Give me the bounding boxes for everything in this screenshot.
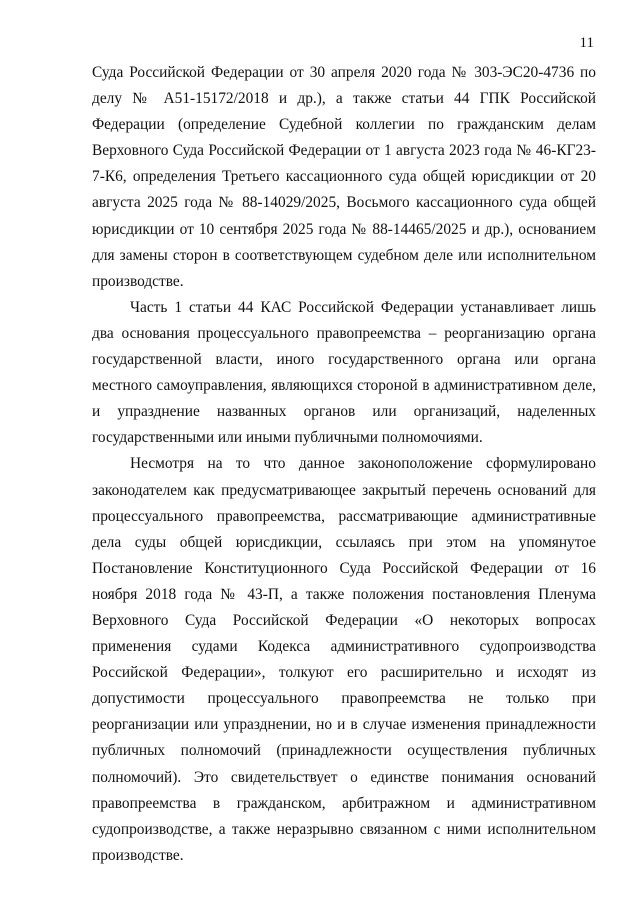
document-body [92, 60, 596, 869]
page-number: 11 [579, 35, 594, 51]
paragraph-succession-interpretation: Несмотря на то что данное законоположение сформулировано законодателем как предусматривающее закрытый перечень оснований для процессуального правопреемства, рассматривающие административные дела суды общей юрисдикции, ссылаясь при этом на упомянутое Постановление Конституционного Суда Российской Федерации от 16 ноября 2018 года № 43-П, а также положения постановления Пленума Верховного Суда Российской Федерации «О некоторых вопросах применения судами Кодекса административного судопроизводства Российской Федерации», толкуют его расширительно и исходят из допустимости процессуального правопреемства не только при реорганизации или упразднении, но и в случае изменения принадлежности публичных полномочий (принадлежности осуществления публичных полномочий). Это свидетельствует о единстве понимания оснований правопреемства в гражданском, арбитражном и административном судопроизводстве, а также неразрывно связанном с ними исполнительном производстве. [92, 455, 596, 864]
paragraph-kas-article-44: Часть 1 статьи 44 КАС Российской Федерации устанавливает лишь два основания процессуального правопреемства – реорганизацию органа государственной власти, иного государственного органа или органа местного самоуправления, являющихся стороной в административном деле, и упразднение названных органов или организаций, наделенных государственными или иными публичными полномочиями. [92, 298, 596, 447]
paragraph-continuation: Суда Российской Федерации от 30 апреля 2020 года № 303-ЭС20-4736 по делу № А51-15172/2018 и др.), а также статьи 44 ГПК Российской Федерации (определение Судебной коллегии по гражданским делам Верховного Суда Российской Федерации от 1 августа 2023 года № 46-КГ23-7-К6, определения Третьего кассационного суда общей юрисдикции от 20 августа 2025 года № 88-14029/2025, Восьмого кассационного суда общей юрисдикции от 10 сентября 2025 года № 88-14465/2025 и др.), основанием для замены сторон в соответствующем судебном деле или исполнительном производстве. [92, 64, 596, 290]
